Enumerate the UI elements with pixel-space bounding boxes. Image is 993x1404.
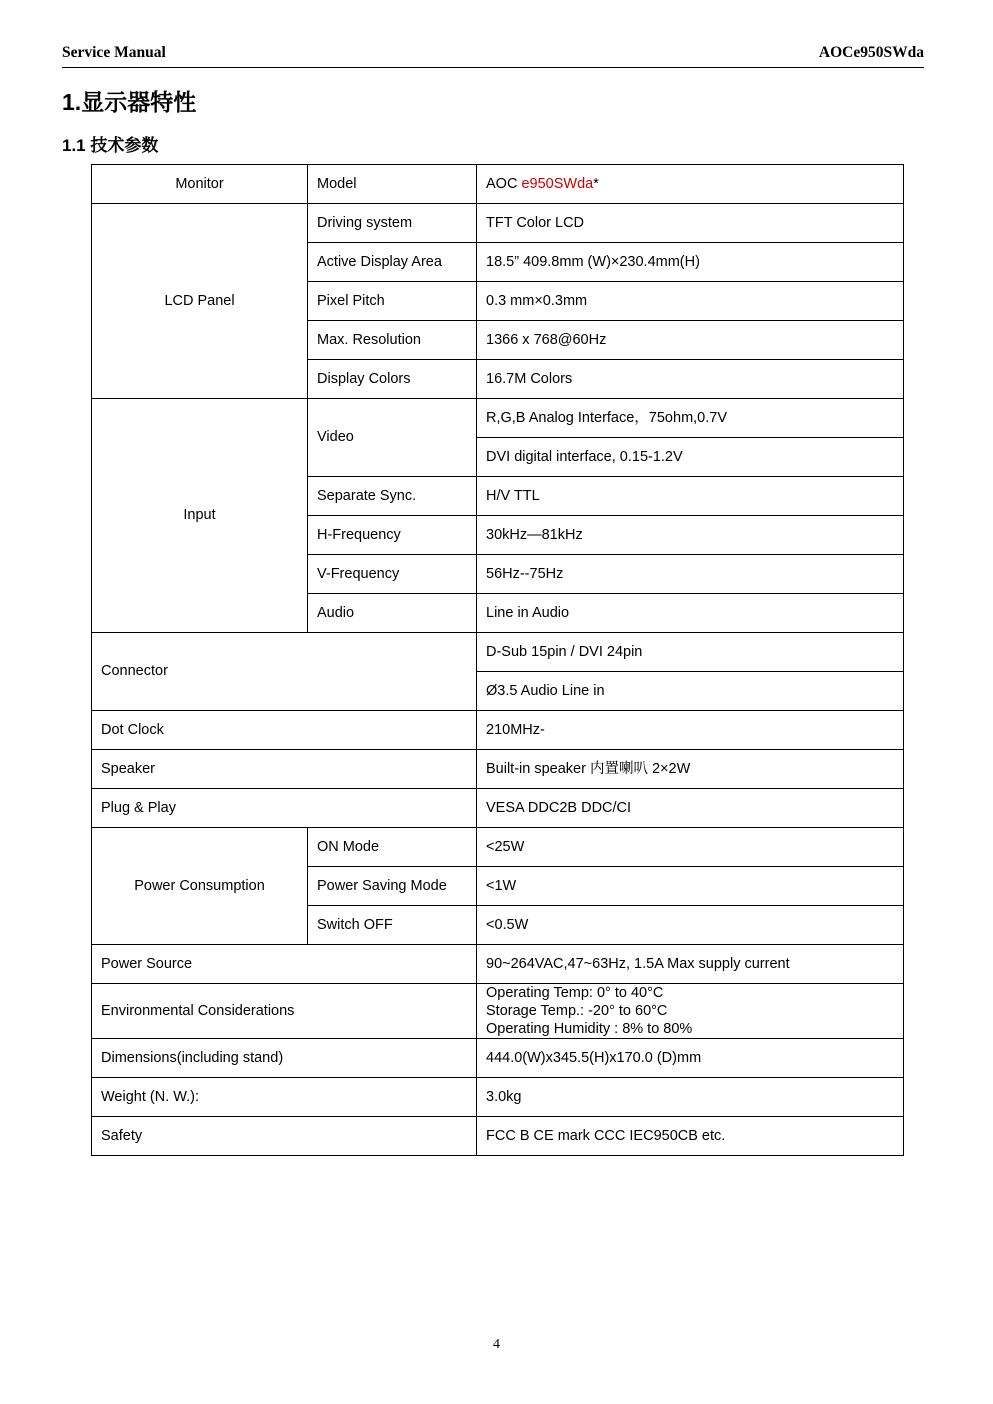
- table-row: [92, 711, 904, 750]
- cell-on-mode-label: ON Mode: [308, 828, 477, 867]
- env-storage-temp: Storage Temp.: -20° to 60°C: [486, 1003, 668, 1020]
- cell-environmental-label: [92, 984, 477, 1039]
- cell-model-label: Model: [308, 165, 477, 204]
- cell-audio-value: Line in Audio: [477, 594, 904, 633]
- cell-on-mode-value: <25W: [477, 828, 904, 867]
- cell-safety-label: Safety: [92, 1117, 477, 1156]
- cell-switch-off-label: Switch OFF: [308, 906, 477, 945]
- model-suffix: *: [593, 175, 599, 192]
- cell-h-frequency-value: 30kHz—81kHz: [477, 516, 904, 555]
- cell-dimensions-label: Dimensions(including stand): [92, 1039, 477, 1078]
- cell-connector-label: Connector: [92, 633, 477, 711]
- table-row: [92, 399, 904, 438]
- table-row: [92, 984, 904, 1039]
- cell-driving-system-label: Driving system: [308, 204, 477, 243]
- cell-pixel-pitch-value: 0.3 mm×0.3mm: [477, 282, 904, 321]
- cell-switch-off-value: <0.5W: [477, 906, 904, 945]
- cell-safety-value: FCC B CE mark CCC IEC950CB etc.: [477, 1117, 904, 1156]
- cell-model-value: [477, 165, 904, 204]
- cell-lcd-panel-label: LCD Panel: [92, 204, 308, 399]
- cell-separate-sync-value: H/V TTL: [477, 477, 904, 516]
- page-number: 4: [493, 1337, 500, 1352]
- cell-weight-value: 3.0kg: [477, 1078, 904, 1117]
- cell-environmental-value: [477, 984, 904, 1039]
- cell-weight-label: Weight (N. W.):: [92, 1078, 477, 1117]
- cell-input-label: Input: [92, 399, 308, 633]
- cell-v-frequency-label: V-Frequency: [308, 555, 477, 594]
- model-prefix: AOC: [486, 175, 522, 192]
- cell-connector-dsub-value: D-Sub 15pin / DVI 24pin: [477, 633, 904, 672]
- cell-video-label: Video: [308, 399, 477, 477]
- cell-h-frequency-label: H-Frequency: [308, 516, 477, 555]
- table-row: [92, 945, 904, 984]
- header-divider: [62, 67, 924, 68]
- cell-max-resolution-value: 1366 x 768@60Hz: [477, 321, 904, 360]
- cell-display-colors-value: 16.7M Colors: [477, 360, 904, 399]
- env-operating-humidity: Operating Humidity : 8% to 80%: [486, 1021, 693, 1038]
- cell-audio-label: Audio: [308, 594, 477, 633]
- table-row: [92, 828, 904, 867]
- environmental-label-text: Environmental Considerations: [101, 1003, 295, 1020]
- table-row: [92, 633, 904, 672]
- page-title: [62, 84, 196, 117]
- cell-driving-system-value: TFT Color LCD: [477, 204, 904, 243]
- cell-active-display-area-value: 18.5” 409.8mm (W)×230.4mm(H): [477, 243, 904, 282]
- cell-monitor-label: Monitor: [92, 165, 308, 204]
- table-row: [92, 204, 904, 243]
- page-title-number: 1.: [62, 89, 82, 115]
- table-row: [92, 1039, 904, 1078]
- cell-power-saving-mode-value: <1W: [477, 867, 904, 906]
- cell-video-analog-value: R,G,B Analog Interface，75ohm,0.7V: [477, 399, 904, 438]
- table-row: [92, 1117, 904, 1156]
- page-header: [62, 44, 924, 62]
- table-row: [92, 789, 904, 828]
- cell-dimensions-value: 444.0(W)x345.5(H)x170.0 (D)mm: [477, 1039, 904, 1078]
- cell-power-source-label: Power Source: [92, 945, 477, 984]
- cell-separate-sync-label: Separate Sync.: [308, 477, 477, 516]
- cell-speaker-label: Speaker: [92, 750, 477, 789]
- cell-display-colors-label: Display Colors: [308, 360, 477, 399]
- cell-dot-clock-value: 210MHz-: [477, 711, 904, 750]
- specifications-table: [91, 164, 904, 1156]
- cell-video-dvi-value: DVI digital interface, 0.15-1.2V: [477, 438, 904, 477]
- table-row: [92, 1078, 904, 1117]
- cell-active-display-area-label: Active Display Area: [308, 243, 477, 282]
- table-row: [92, 165, 904, 204]
- cell-plug-play-value: VESA DDC2B DDC/CI: [477, 789, 904, 828]
- model-name: e950SWda: [521, 175, 594, 192]
- cell-max-resolution-label: Max. Resolution: [308, 321, 477, 360]
- header-left-text: Service Manual: [62, 44, 166, 61]
- page-title-text: 显示器特性: [81, 89, 197, 115]
- cell-v-frequency-value: 56Hz--75Hz: [477, 555, 904, 594]
- cell-plug-play-label: Plug & Play: [92, 789, 477, 828]
- cell-speaker-value: Built-in speaker 内置喇叭 2×2W: [477, 750, 904, 789]
- cell-connector-audio-value: Ø3.5 Audio Line in: [477, 672, 904, 711]
- cell-power-saving-mode-label: Power Saving Mode: [308, 867, 477, 906]
- table-row: [92, 750, 904, 789]
- cell-power-consumption-label: Power Consumption: [92, 828, 308, 945]
- cell-power-source-value: 90~264VAC,47~63Hz, 1.5A Max supply current: [477, 945, 904, 984]
- cell-pixel-pitch-label: Pixel Pitch: [308, 282, 477, 321]
- env-operating-temp: Operating Temp: 0° to 40°C: [486, 985, 664, 1001]
- cell-dot-clock-label: Dot Clock: [92, 711, 477, 750]
- header-right-text: AOCe950SWda: [818, 44, 924, 61]
- section-heading: 1.1 技术参数: [62, 136, 159, 155]
